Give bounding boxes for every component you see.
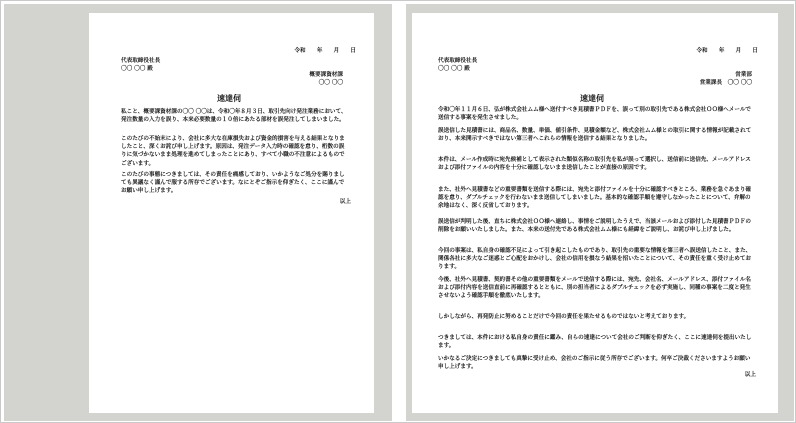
sender-dept: 概要課資材課: [309, 72, 343, 78]
closing-mark: 以上: [744, 372, 756, 378]
body-paragraph-5: 誤送信が判明した後、直ちに株式会社ＯＯ様へ連絡し、事情をご説明したうえで、当該メールおよび添付した見積書ＰＤＦの削除をお願いいたしました。また、本来の送付先である株式会社ムム様にも経緯をご説明し、お詫び申し上げました。: [438, 219, 752, 234]
body-paragraph-8: しかしながら、再発防止に努めることだけで今回の責任を果たせるものではないと考えております。: [438, 314, 690, 320]
body-paragraph-2: このたびの不始末により、会社に多大な在庫損失および資金的損害を与える結果となりましたこと、深くお詫び申し上げます。原因は、発注データ入力時の確認を怠り、桁数の誤りに気づかないまま処理を進めてしまったことにあり、すべて小職の不注意によるものでございます。: [121, 136, 345, 167]
body-paragraph-1: 私こと、概要課資材課の〇〇 〇〇は、令和〇年８月３日、取引先向け発注業務において、発注数量の入力を誤り、本来必要数量の１０倍にあたる部材を誤発注してしまいました。: [121, 109, 347, 124]
document-page-1: [89, 13, 374, 413]
recipient-name: 〇〇 〇〇 殿: [438, 66, 470, 72]
sender-name: 営業課長 〇〇 〇〇: [699, 80, 752, 86]
document-title: 速達伺: [580, 94, 604, 103]
body-paragraph-7: 今後、社外へ見積書、契約書その他の重要書類をメールで送信する際には、宛先、会社名、メールアドレス、添付ファイル名および添付内容を送信直前に再確認するとともに、別の担当者によるダブルチェックを必ず実施し、同種の事案を二度と発生させないよう確認手順を徹底いたします。: [438, 277, 751, 300]
recipient-title: 代表取締役社長: [121, 58, 161, 64]
left-preview-pane: [4, 4, 392, 421]
sender-dept: 営業部: [735, 72, 752, 78]
body-paragraph-3: 本件は、メール作成時に宛先候補として表示された類似名称の取引先を私が誤って選択し、送信前に送信先、メールアドレスおよび添付ファイルの内容を十分に確認しないまま送信したことが直接の原因です。: [438, 157, 751, 172]
date-line: 令和 年 月 日: [294, 48, 356, 54]
date-line: 令和 年 月 日: [696, 48, 758, 54]
document-page-2: [412, 13, 778, 413]
closing-mark: 以上: [339, 199, 351, 205]
body-paragraph-1: 令和〇年１１月６日、弘が株式会社ムム様へ送付すべき見積書ＰＤＦを、誤って別の取引先である株式会社ＯＯ様へメールで送信する事案を発生させました。: [438, 107, 752, 122]
body-paragraph-3: このたびの事態につきましては、その責任を痛感しており、いかようなご処分を賜りましても異議なく謹んで服する所存でございます。なにとぞご指示を仰ぎたく、ここに謹んでお願い申し上げます。: [121, 172, 345, 195]
right-preview-pane: [406, 4, 794, 421]
body-paragraph-9: つきましては、本件における私自身の責任に鑑み、自らの速達について会社のご判断を仰ぎたく、ここに速達伺を提出いたします。: [438, 335, 752, 350]
sender-name: 〇〇 〇〇: [318, 80, 343, 86]
document-title: 速達伺: [217, 94, 241, 103]
body-paragraph-2: 誤送信した見積書には、商品名、数量、単価、値引条件、見積金額など、株式会社ムム様との取引に関する情報が記載されており、本来開示すべきではない第三者へこれらの情報を送信する結果となりました。: [438, 128, 752, 143]
body-paragraph-10: いかなるご決定につきましても真摯に受け止め、会社のご指示に従う所存でございます。何卒ご決裁くださいますようお願い申し上げます。: [438, 356, 751, 371]
body-paragraph-6: 今回の事案は、私自身の確認不足によって引き起こしたものであり、取引先の重要な情報を第三者へ誤送信したこと、また、関係各社に多大なご迷惑とご心配をおかけし、会社の信用を損なう結果を招いたことについて、その責任を重く受け止めております。: [438, 248, 752, 271]
recipient-name: 〇〇 〇〇 殿: [121, 66, 153, 72]
body-paragraph-4: また、社外へ見積書などの重要書類を送信する際には、宛先と添付ファイルを十分に確認すべきところ、業務を急ぐあまり確認を怠り、ダブルチェックを行わないまま送信してしまいました。基本的な確認手順を遵守しなかったことについて、弁解の余地はなく、深く反省しております。: [438, 187, 752, 210]
recipient-title: 代表取締役社長: [438, 58, 478, 64]
